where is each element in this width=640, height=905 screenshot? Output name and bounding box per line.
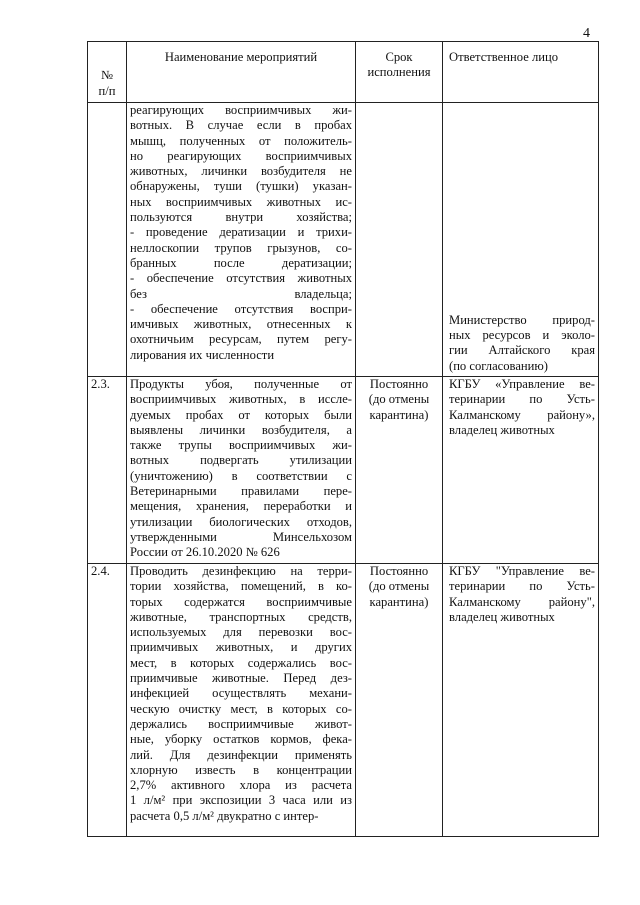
- text-line: вотных подвергать утилизации: [130, 453, 352, 468]
- text-line: Продукты убоя, полученные от: [130, 377, 352, 391]
- text-line: утилизации биологических отходов,: [130, 514, 352, 529]
- text-line: 1 л/м² при экспозиции 3 часа или из: [130, 793, 352, 808]
- measures-table: [87, 41, 599, 837]
- text-line: Калманскому району»,: [449, 407, 595, 422]
- text-line: без владельца;: [130, 286, 352, 301]
- text-line: Калманскому району",: [449, 594, 595, 609]
- text-line: владелец животных: [449, 422, 555, 437]
- text-line: ные, уборку остатков кормов, фека-: [130, 732, 352, 747]
- text-line: гии Алтайского края: [449, 343, 595, 358]
- text-line: восприимчивых животных, в иссле-: [130, 392, 352, 407]
- text-line: инфекцией осуществлять механи-: [130, 686, 352, 701]
- text-line: мест, в которых содержались вос-: [130, 655, 352, 670]
- text-line: утвержденными Минсельхозом: [130, 529, 352, 544]
- text-line: используемых для перевозки вос-: [130, 625, 352, 640]
- header-term-line1: Срок: [385, 50, 413, 64]
- text-line: хлорную известь в концентрации: [130, 762, 352, 777]
- table-header-row: [88, 42, 599, 103]
- text-line: имчивых животных, отнесенных к: [130, 317, 352, 332]
- text-line: бранных после дератизации;: [130, 255, 352, 270]
- row-number: 2.3.: [88, 377, 127, 564]
- page-number: 4: [583, 26, 590, 41]
- row-responsible: [443, 103, 599, 377]
- text-line: (до отмены: [368, 579, 430, 594]
- text-line: животных, личинки возбудителя не: [130, 164, 352, 179]
- header-number-abbr: п/п: [98, 83, 116, 98]
- text-line: теринарии по Усть-: [449, 392, 595, 407]
- text-line: также трупы восприимчивых жи-: [130, 438, 352, 453]
- text-line: животные, транспортных средств,: [130, 609, 352, 624]
- text-line: мещения, хранения, переработки и: [130, 499, 352, 514]
- header-number: [88, 42, 127, 103]
- row-number: [88, 103, 127, 377]
- text-line: Постоянно: [369, 377, 429, 391]
- text-line: Ветеринарными правилами пере-: [130, 484, 352, 499]
- text-line: Проводить дезинфекцию на терри-: [130, 564, 352, 578]
- text-line: России от 26.10.2020 № 626: [130, 545, 280, 560]
- row-responsible: [443, 377, 599, 564]
- text-line: тории хозяйства, помещений, в ко-: [130, 579, 352, 594]
- header-term-line2: исполнения: [367, 65, 431, 80]
- text-line: ческую очистку мест, в которых со-: [130, 701, 352, 716]
- row-responsible: [443, 564, 599, 837]
- row-description: [127, 377, 356, 564]
- text-line: теринарии по Усть-: [449, 579, 595, 594]
- text-line: держались восприимчивые живот-: [130, 716, 352, 731]
- text-line: (уничтожению) в соответствии с: [130, 468, 352, 483]
- text-line: лий. Для дезинфекции применять: [130, 747, 352, 762]
- text-line: лирования их численности: [130, 347, 275, 362]
- row-term: [356, 564, 443, 837]
- row-number: 2.4.: [88, 564, 127, 837]
- text-line: вотных. В случае если в пробах: [130, 118, 352, 133]
- text-line: КГБУ «Управление ве-: [449, 377, 595, 391]
- text-line: карантина): [369, 407, 429, 422]
- text-line: (по согласованию): [449, 358, 549, 373]
- text-line: приимчивых животных, и других: [130, 640, 352, 655]
- text-line: мышц, полученных от положитель-: [130, 133, 352, 148]
- text-line: пользуются внутри хозяйства;: [130, 210, 352, 225]
- header-number-symbol: №: [100, 68, 114, 83]
- text-line: (до отмены: [368, 392, 430, 407]
- text-line: расчета 0,5 л/м² двукратно с интер-: [130, 808, 319, 823]
- text-line: торых содержатся восприимчивые: [130, 594, 352, 609]
- text-line: охотничьим ресурсам, путем регу-: [130, 332, 352, 347]
- text-line: ных восприимчивых животных ис-: [130, 194, 352, 209]
- row-term: [356, 377, 443, 564]
- row-description: [127, 564, 356, 837]
- row-description: [127, 103, 356, 377]
- header-term: [356, 42, 443, 103]
- table-row: [88, 564, 599, 837]
- header-responsible: Ответственное лицо: [443, 42, 599, 103]
- text-line: обнаружены, туши (тушки) указан-: [130, 179, 352, 194]
- text-line: приимчивые животные. Перед дез-: [130, 671, 352, 686]
- text-line: реагирующих восприимчивых жи-: [130, 103, 352, 117]
- header-name: Наименование мероприятий: [127, 42, 356, 103]
- table-row: [88, 103, 599, 377]
- text-line: ных ресурсов и эколо-: [449, 328, 595, 343]
- text-line: Министерство природ-: [449, 312, 595, 327]
- row-term: [356, 103, 443, 377]
- text-line: выявлены личинки возбудителя, а: [130, 422, 352, 437]
- text-line: но реагирующих восприимчивых: [130, 148, 352, 163]
- text-line: владелец животных: [449, 609, 555, 624]
- text-line: КГБУ "Управление ве-: [449, 564, 595, 578]
- text-line: карантина): [369, 594, 429, 609]
- text-line: - обеспечение отсутствия воспри-: [130, 301, 352, 316]
- text-line: неллоскопии трупов грызунов, со-: [130, 240, 352, 255]
- text-line: - обеспечение отсутствия животных: [130, 271, 352, 286]
- text-line: - проведение дератизации и трихи-: [130, 225, 352, 240]
- text-line: 2,7% активного хлора из расчета: [130, 778, 352, 793]
- table-row: [88, 377, 599, 564]
- text-line: Постоянно: [369, 564, 429, 578]
- text-line: дуемых пробах от которых были: [130, 407, 352, 422]
